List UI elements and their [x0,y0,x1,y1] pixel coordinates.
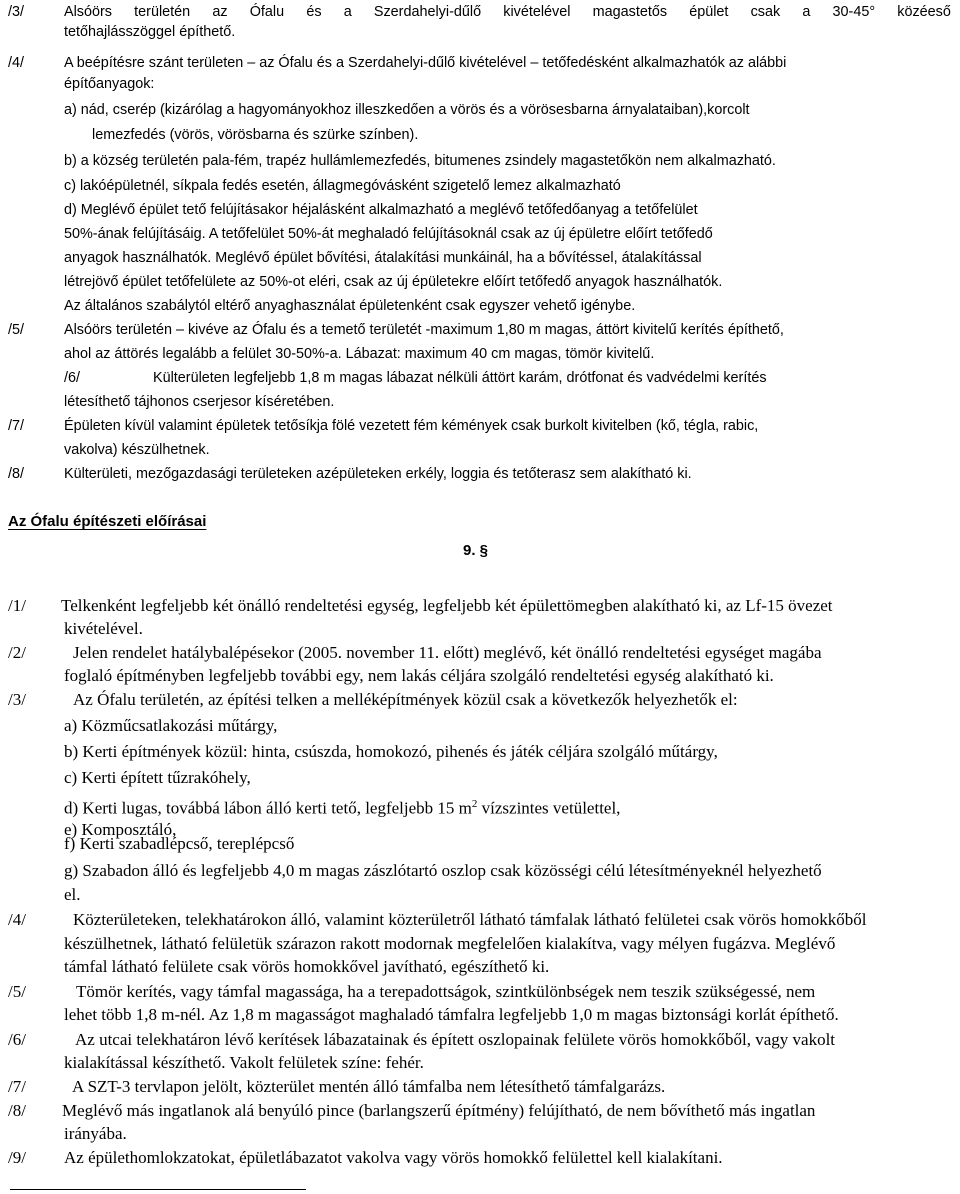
list-item-g: g) Szabadon álló és legfeljebb 4,0 m magas zászlótartó oszlop csak közösségi célú létesítményeknél helyezhető [64,861,822,880]
paragraph-line: Az épülethomlokzatokat, épületlábazatot vakolva vagy vörös homokkő felülettel kell kialakítani. [64,1148,723,1167]
list-item-a: a) Közműcsatlakozási műtárgy, [64,716,278,735]
superscript: 2 [471,798,478,810]
paragraph-line: lehet több 1,8 m-nél. Az 1,8 m magasságot maghaladó támfalra legfeljebb 1,0 m magas biztonsági korlát építhető. [64,1005,839,1024]
paragraph-line: építőanyagok: [64,76,155,92]
paragraph-line: Közterületeken, telekhatárokon álló, valamint közterületről látható támfalak látható felületei csak vörös homokkőből [73,910,867,929]
list-item-g-cont: el. [64,885,81,904]
paragraph-line: kialakítással készíthető. Vakolt felületek színe: fehér. [64,1053,424,1072]
paragraph-line: Külterületi, mezőgazdasági területeken azépületeken erkély, loggia és tetőterasz sem alakítható ki. [64,466,692,482]
paragraph-line: kivételével. [64,619,143,638]
list-item-c: c) Kerti épített tűzrakóhely, [64,768,251,787]
paragraph-line: Épületen kívül valamint épületek tetősíkja fölé vezetett fém kémények csak burkolt kivitelben (kő, tégla, rabic, [64,418,759,434]
list-item-a: a) nád, cserép (kizárólag a hagyományokhoz illeszkedően a vörös és a vörösesbarna árnyalataiban),korcolt [64,102,750,118]
paragraph-line: Alsóörs területén – kivéve az Ófalu és a temető területét -maximum 1,80 m magas, áttört kivitelű kerítés építhető, [64,322,784,338]
list-item-d-text: d) Kerti lugas, továbbá lábon álló kerti tető, legfeljebb 15 m [64,798,472,818]
section-heading: Az Ófalu építészeti előírásai [8,513,207,530]
paragraph-line: vakolva) készülhetnek. [64,442,210,458]
list-item-d [64,794,621,818]
list-item-f: f) Kerti szabadlépcső, tereplépcső [64,834,295,853]
list-item-d: d) Meglévő épület tető felújításakor héjalásként alkalmazható a meglévő tetőfedőanyag a tetőfelület [64,202,698,218]
paragraph-number: /3/ [8,4,24,20]
paragraph-number: /1/ [8,596,26,615]
paragraph-line: létesíthető tájhonos cserjesor kíséretében. [64,394,335,410]
list-item-d-text-end: vízszintes vetülettel, [477,798,621,818]
list-item-c: c) lakóépületnél, síkpala fedés esetén, állagmegóvásként szigetelő lemez alkalmazható [64,178,621,194]
paragraph-line: Az Ófalu területén, az építési telken a melléképítmények közül csak a következők helyezhetők el: [73,690,738,709]
list-item-e: e) Komposztáló, [64,820,177,839]
paragraph-line: tetőhajlásszöggel építhető. [64,24,236,40]
paragraph-line: támfal látható felülete csak vörös homokkővel javítható, egészíthető ki. [64,957,550,976]
paragraph-line: Az utcai telekhatáron lévő kerítések lábazatainak és épített oszlopainak felülete vörös homokkőből, vagy vakolt [75,1030,836,1049]
paragraph-number: /7/ [8,1077,26,1096]
list-item-d-cont: anyagok használhatók. Meglévő épület bővítési, átalakítási munkáinál, ha a bővítéssel, átalakítással [64,250,702,266]
list-item-b: b) Kerti építmények közül: hinta, csúszda, homokozó, pihenés és játék céljára szolgáló műtárgy, [64,742,718,761]
paragraph-line: Jelen rendelet hatálybalépésekor (2005. november 11. előtt) meglévő, két önálló rendeltetési egységet magába [73,643,822,662]
paragraph-line: Alsóörs területén az Ófalu és a Szerdahelyi-dűlő kivételével magastetős épület csak a 30-45° közéeső [64,4,951,20]
paragraph-line: irányába. [64,1124,127,1143]
footnote-separator [10,1189,306,1190]
section-number: 9. § [463,542,489,559]
paragraph-line: A SZT-3 tervlapon jelölt, közterület mentén álló támfalba nem létesíthető támfalgarázs. [72,1077,666,1096]
paragraph-line: ahol az áttörés legalább a felület 30-50%-a. Lábazat: maximum 40 cm magas, tömör kivitelű. [64,346,655,362]
paragraph-number: /6/ [64,370,80,386]
paragraph-number: /2/ [8,643,26,662]
paragraph-number: /7/ [8,418,24,434]
list-item-d-cont: létrejövő épület tetőfelülete az 50%-ot eléri, csak az új épületekre előírt tetőfedő anyagok használhatók. [64,274,723,290]
paragraph-number: /9/ [8,1148,26,1167]
paragraph-line: Tömör kerítés, vagy támfal magassága, ha a terepadottságok, szintkülönbségek nem teszik szükségessé, nem [76,982,816,1001]
paragraph-number: /8/ [8,466,24,482]
paragraph-line: A beépítésre szánt területen – az Ófalu és a Szerdahelyi-dűlő kivételével – tetőfedésként alkalmazhatók az alábbi [64,55,787,71]
list-item-d-cont: Az általános szabálytól eltérő anyaghasználat épületenként csak egyszer vehető igénybe. [64,298,636,314]
paragraph-line: foglaló építményben legfeljebb további egy, nem lakás céljára szolgáló rendeltetési egység alakítható ki. [64,666,774,685]
paragraph-line: készülhetnek, látható felületük szárazon rakott modornak megfelelően kialakítva, vagy mélyen fugázva. Meglévő [64,934,836,953]
paragraph-number: /8/ [8,1101,26,1120]
paragraph-line: Meglévő más ingatlanok alá benyúló pince (barlangszerű építmény) felújítható, de nem bővíthető más ingatlan [62,1101,816,1120]
paragraph-number: /4/ [8,55,24,71]
paragraph-line: Külterületen legfeljebb 1,8 m magas lábazat nélküli áttört karám, drótfonat és vadvédelmi kerítés [153,370,767,386]
list-item-a-cont: lemezfedés (vörös, vörösbarna és szürke színben). [92,127,419,143]
paragraph-number: /3/ [8,690,26,709]
paragraph-number: /5/ [8,322,24,338]
paragraph-number: /5/ [8,982,26,1001]
paragraph-number: /4/ [8,910,26,929]
paragraph-number: /6/ [8,1030,26,1049]
list-item-b: b) a község területén pala-fém, trapéz hullámlemezfedés, bitumenes zsindely magastetőkön nem alkalmazható. [64,153,776,169]
list-item-d-cont: 50%-ának felújításáig. A tetőfelület 50%-át meghaladó felújításoknál csak az új épületre előírt tetőfedő [64,226,713,242]
paragraph-line: Telkenként legfeljebb két önálló rendeltetési egység, legfeljebb két épülettömegben alakítható ki, az Lf-15 övezet [61,596,833,615]
